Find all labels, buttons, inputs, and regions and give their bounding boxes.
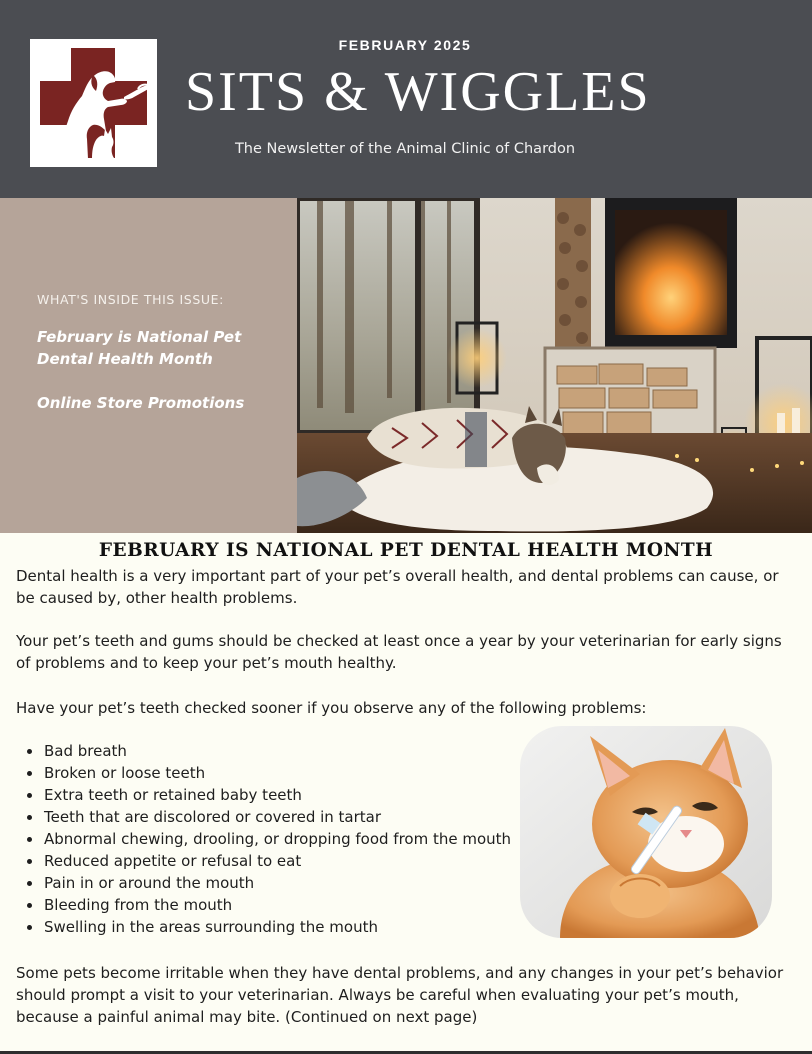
symptoms-list bbox=[16, 740, 516, 938]
list-item: Extra teeth or retained baby teeth bbox=[16, 784, 516, 806]
list-item: Pain in or around the mouth bbox=[16, 872, 516, 894]
inside-this-issue-panel bbox=[0, 198, 297, 533]
article-title: FEBRUARY IS NATIONAL PET DENTAL HEALTH MONTH bbox=[98, 540, 714, 561]
cat-photo-graphic bbox=[520, 726, 772, 938]
list-item: Reduced appetite or refusal to eat bbox=[16, 850, 516, 872]
hero-photo-graphic bbox=[297, 198, 812, 533]
list-item: Broken or loose teeth bbox=[16, 762, 516, 784]
newsletter-tagline: The Newsletter of the Animal Clinic of Chardon bbox=[234, 141, 576, 157]
article-paragraph-1: Dental health is a very important part of your pet’s overall health, and dental problems can cause, or be caused by, other health problems. bbox=[16, 567, 779, 607]
newsletter-header bbox=[0, 0, 812, 198]
inside-item-dental-month[interactable]: February is National Pet Dental Health Month bbox=[37, 328, 242, 368]
list-item: Bleeding from the mouth bbox=[16, 894, 516, 916]
newsletter-title: SITS & WIGGLES bbox=[185, 61, 651, 123]
cat-toothbrush-photo bbox=[520, 726, 772, 938]
clinic-logo bbox=[30, 39, 157, 167]
article-paragraph-3: Have your pet’s teeth checked sooner if you observe any of the following problems: bbox=[16, 699, 647, 717]
list-item: Swelling in the areas surrounding the mouth bbox=[16, 916, 516, 938]
hero-photo-dog-by-fireplace bbox=[297, 198, 812, 533]
issue-date: FEBRUARY 2025 bbox=[338, 37, 472, 53]
inside-heading: WHAT'S INSIDE THIS ISSUE: bbox=[37, 292, 224, 307]
list-item: Abnormal chewing, drooling, or dropping food from the mouth bbox=[16, 828, 516, 850]
list-item: Bad breath bbox=[16, 740, 516, 762]
article-paragraph-2: Your pet’s teeth and gums should be checked at least once a year by your veterinarian for early signs of problems and to keep your pet’s mouth healthy. bbox=[16, 632, 782, 672]
list-item: Teeth that are discolored or covered in tartar bbox=[16, 806, 516, 828]
inside-item-online-store[interactable]: Online Store Promotions bbox=[37, 394, 245, 412]
article-paragraph-4: Some pets become irritable when they have dental problems, and any changes in your pet’s behavior should prompt a visit to your veterinarian. Always be careful when evaluating your pet’s mouth, because a painful animal may bite. (Continued on next page) bbox=[16, 964, 784, 1026]
clinic-logo-graphic bbox=[30, 39, 157, 167]
inside-list bbox=[37, 326, 277, 436]
